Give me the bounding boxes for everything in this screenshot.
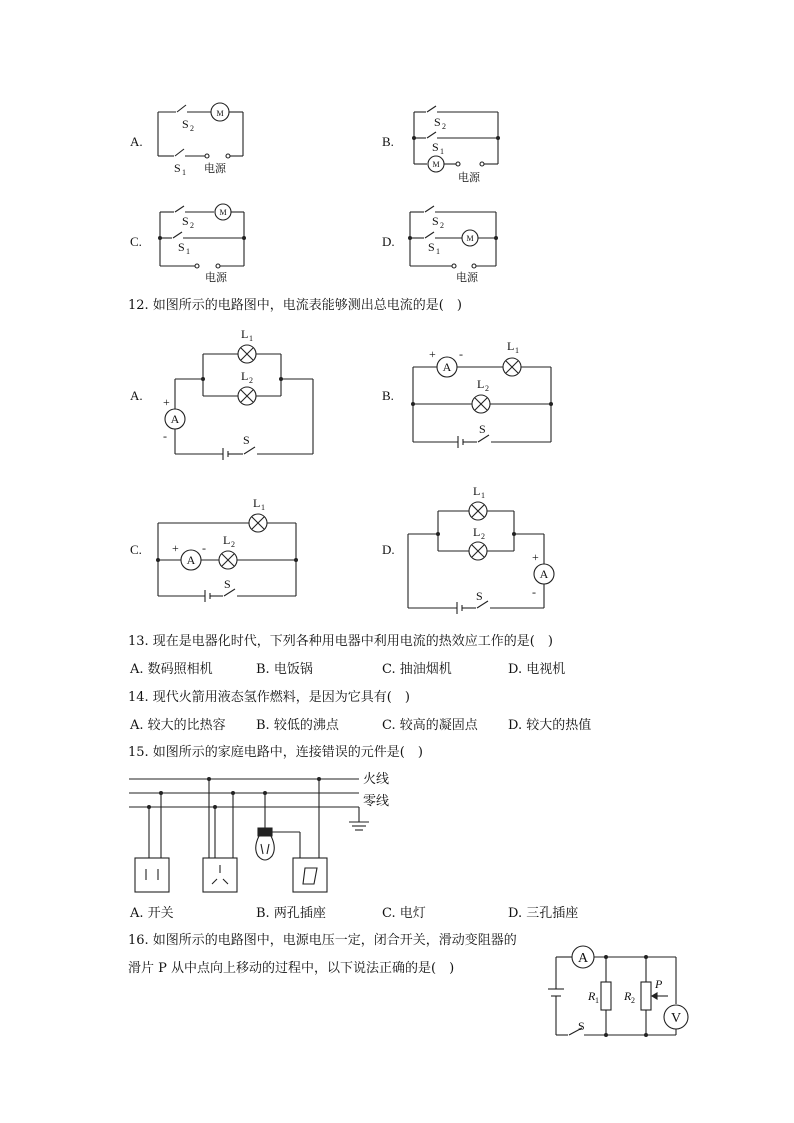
l2-a: L [241,369,249,383]
q16-stem-line1: 16. 如图所示的电路图中，电源电压一定，闭合开关，滑动变阻器的 [128,933,517,948]
ammeter-b-label: A [442,360,452,374]
svg-text:-: - [202,541,206,555]
q12-circuit-c [152,494,302,606]
svg-text:-: - [163,429,167,443]
option-a-label: A. [130,134,143,149]
motor-b-label: M [432,160,440,169]
q16-voltmeter-label: V [670,1011,682,1026]
svg-text:2: 2 [442,122,446,131]
svg-text:1: 1 [182,168,186,177]
q12-option-b: B. [382,388,394,403]
l1-b: L [507,339,515,353]
q16-slider-label: P [655,977,663,991]
option-d-label: D. [382,234,395,249]
s1-d: S [428,240,435,254]
zero-line-label: 零线 [363,794,390,809]
q14-option-a: A. 较大的比热容 [130,718,226,733]
power-a: 电源 [204,162,226,175]
q15-option-d: D. 三孔插座 [508,906,579,921]
s2-a: S [182,117,189,131]
svg-text:1: 1 [186,247,190,256]
q15-option-b: B. 两孔插座 [256,906,326,921]
l2-b: L [477,377,485,391]
svg-text:1: 1 [595,996,599,1005]
svg-text:1: 1 [436,247,440,256]
ammeter-c-label: A [186,553,196,567]
svg-text:+: + [163,395,170,409]
q16-stem-line2: 滑片 P 从中点向上移动的过程中，以下说法正确的是( ) [128,961,455,976]
svg-text:1: 1 [515,346,519,355]
switch-c: S [224,577,231,591]
s1-b: S [432,140,439,154]
ammeter-d-label: A [539,567,549,581]
q16-r1-label: R [588,989,596,1003]
svg-text:2: 2 [190,124,194,133]
q14-option-b: B. 较低的沸点 [256,718,339,733]
motor-circuit-c [150,198,260,286]
q16-r2-label: R [624,989,632,1003]
svg-text:2: 2 [481,532,485,541]
q12-option-c: C. [130,542,142,557]
motor-d-label: M [466,234,474,243]
q13-option-b: B. 电饭锅 [256,662,313,677]
motor-circuit-a [150,98,260,180]
q15-option-c: C. 电灯 [382,906,426,921]
q16-circuit [544,944,694,1042]
svg-text:2: 2 [485,384,489,393]
q13-option-d: D. 电视机 [508,662,566,677]
q13-option-a: A. 数码照相机 [130,662,213,677]
power-b: 电源 [458,171,480,184]
fire-line-label: 火线 [363,772,390,787]
svg-text:2: 2 [440,221,444,230]
power-c: 电源 [205,271,227,284]
svg-text:2: 2 [231,540,235,549]
option-b-label: B. [382,134,394,149]
l2-c: L [223,533,231,547]
motor-circuit-d [402,198,512,286]
s2-c: S [182,214,189,228]
q15-option-a: A. 开关 [130,906,174,921]
option-c-label: C. [130,234,142,249]
power-d: 电源 [456,271,478,284]
svg-text:+: + [532,550,539,564]
switch-d: S [476,589,483,603]
switch-a: S [243,433,250,447]
ammeter-a-label: A [170,412,180,426]
q13-option-c: C. 抽油烟机 [382,662,452,677]
l1-a: L [241,327,249,341]
q14-stem: 14. 现代火箭用液态氢作燃料，是因为它具有( ) [128,690,410,705]
s2-b: S [434,115,441,129]
l1-d: L [473,484,481,498]
svg-text:-: - [459,347,463,361]
q16-switch-label: S [578,1019,585,1033]
l2-d: L [473,525,481,539]
q15-stem: 15. 如图所示的家庭电路中，连接错误的元件是( ) [128,745,423,760]
svg-text:1: 1 [440,147,444,156]
svg-text:1: 1 [261,503,265,512]
svg-text:2: 2 [631,996,635,1005]
q12-option-d: D. [382,542,395,557]
q12-circuit-d [402,484,562,614]
motor-c-label: M [219,208,227,217]
svg-text:2: 2 [190,221,194,230]
q12-circuit-a [155,326,320,462]
s2-d: S [432,214,439,228]
household-circuit [125,768,410,898]
svg-text:-: - [532,585,536,599]
motor-a-label: M [216,109,224,118]
motor-circuit-b [402,98,512,186]
s1-c: S [178,240,185,254]
svg-text:2: 2 [249,376,253,385]
q12-stem: 12. 如图所示的电路图中，电流表能够测出总电流的是( ) [128,298,462,313]
switch-b: S [479,422,486,436]
s1-a: S [174,161,181,175]
q14-option-d: D. 较大的热值 [508,718,592,733]
q12-option-a: A. [130,388,143,403]
q14-option-c: C. 较高的凝固点 [382,718,478,733]
q16-ammeter-label: A [577,951,589,966]
svg-text:1: 1 [249,334,253,343]
q13-stem: 13. 现在是电器化时代，下列各种用电器中利用电流的热效应工作的是( ) [128,634,553,649]
l1-c: L [253,496,261,510]
svg-text:+: + [429,347,436,361]
q12-circuit-b [405,336,560,448]
svg-text:1: 1 [481,491,485,500]
svg-text:+: + [172,541,179,555]
